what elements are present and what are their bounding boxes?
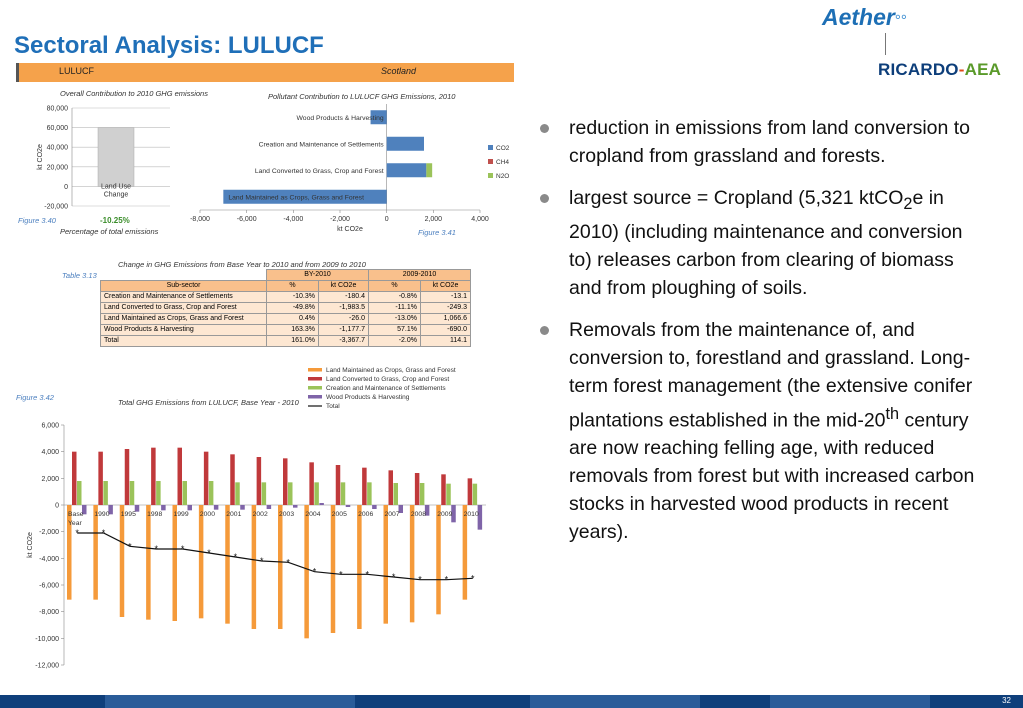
bullet-superscript: th <box>885 404 900 423</box>
bar <box>151 448 156 505</box>
bar <box>304 505 309 638</box>
table-column-header: % <box>267 281 319 292</box>
bar <box>230 454 235 505</box>
y-axis-label: kt CO2e <box>37 144 44 170</box>
category-label: 2008 <box>410 511 426 518</box>
y-tick-label: -6,000 <box>39 582 59 590</box>
x-tick-label: -8,000 <box>190 216 210 223</box>
table-row <box>101 314 471 325</box>
table-cell: Wood Products & Harvesting <box>101 325 267 336</box>
table-cell: -13.0% <box>369 314 421 325</box>
footer-segment <box>530 695 700 708</box>
footer-bar <box>0 695 1023 708</box>
bar <box>415 473 420 505</box>
legend-swatch <box>488 145 493 150</box>
bullet-item <box>540 114 980 170</box>
total-point: * <box>471 573 475 584</box>
bar <box>125 449 130 505</box>
total-point: * <box>444 574 449 585</box>
table-row <box>101 292 471 303</box>
table-cell: Land Converted to Grass, Crop and Forest <box>101 303 267 314</box>
bar <box>309 462 314 505</box>
category-label: 2010 <box>463 511 479 518</box>
category-label: 1990 <box>94 511 110 518</box>
table-row <box>101 303 471 314</box>
bar <box>262 482 267 505</box>
bar <box>267 505 272 509</box>
bar <box>130 481 135 505</box>
overall-contribution-chart <box>30 98 180 213</box>
bar <box>199 505 204 618</box>
total-point: * <box>286 557 290 568</box>
emissions-change-table <box>100 269 471 347</box>
x-tick-label: 4,000 <box>471 216 489 223</box>
bar <box>161 505 166 510</box>
bullet-item <box>540 316 980 547</box>
category-label: 1995 <box>120 511 136 518</box>
logo-dash-icon: - <box>958 60 965 79</box>
bullet-item <box>540 184 980 302</box>
bar <box>468 478 473 505</box>
category-label: Creation and Maintenance of Settlements <box>258 141 384 149</box>
legend-swatch <box>488 159 493 164</box>
bar <box>93 505 98 600</box>
category-label: 2007 <box>384 511 400 518</box>
bar <box>473 484 478 505</box>
bar <box>235 482 240 505</box>
bar <box>214 505 219 510</box>
bullet-text: reduction in emissions from land conversion to cropland from grassland and forests. <box>569 117 971 167</box>
table-cell: Creation and Maintenance of Settlements <box>101 292 267 303</box>
y-tick-label: 80,000 <box>46 105 68 113</box>
legend-swatch <box>308 377 322 381</box>
x-tick-label: -2,000 <box>330 216 350 223</box>
aether-logo-text: Aether <box>822 4 895 30</box>
figure-341-label: Figure 3.41 <box>418 228 456 237</box>
category-label: 2003 <box>279 511 295 518</box>
bar <box>188 505 193 510</box>
table-cell: Total <box>101 336 267 347</box>
section-header-bar <box>16 63 514 82</box>
y-tick-label: 2,000 <box>41 475 59 483</box>
category-label: 2009 <box>437 511 453 518</box>
table-cell: -3,367.7 <box>319 336 369 347</box>
total-point: * <box>128 541 132 552</box>
category-label: 2001 <box>226 511 242 518</box>
chart-a-title: Overall Contribution to 2010 GHG emissions <box>60 89 208 98</box>
bar <box>98 452 103 505</box>
y-tick-label: -10,000 <box>35 635 59 643</box>
bar <box>446 484 451 505</box>
table-cell: -0.8% <box>369 292 421 303</box>
category-label: 2000 <box>199 511 215 518</box>
table-cell: -180.4 <box>319 292 369 303</box>
bar <box>209 481 214 505</box>
y-tick-label: -20,000 <box>44 203 68 211</box>
table-cell: Land Maintained as Crops, Grass and Forest <box>101 314 267 325</box>
bar <box>441 474 446 505</box>
bar <box>183 481 188 505</box>
table-cell: 114.1 <box>421 336 471 347</box>
table-cell: -690.0 <box>421 325 471 336</box>
bar <box>178 448 183 505</box>
legend-swatch <box>488 173 493 178</box>
bullet-list <box>540 114 980 560</box>
legend-swatch <box>308 368 322 372</box>
footer-segment <box>105 695 355 708</box>
total-point: * <box>260 556 264 566</box>
y-axis-label: kt CO2e <box>27 532 34 558</box>
bullet-text: century are now reaching felling age, with reduced removals from forest but with increased carbon stocks in harvested wood products in recent years). <box>569 409 975 544</box>
bar <box>204 452 209 505</box>
bar <box>225 505 230 624</box>
y-tick-label: 0 <box>64 183 68 191</box>
x-tick-label: -4,000 <box>283 216 304 223</box>
chart-b-title: Pollutant Contribution to LULUCF GHG Emissions, 2010 <box>268 92 456 101</box>
category-label: Base <box>68 511 84 518</box>
bar <box>314 482 319 505</box>
ricardo-logo <box>878 60 1001 80</box>
category-label: 2005 <box>331 511 347 518</box>
bar <box>426 163 432 177</box>
bar <box>341 482 346 505</box>
bullet-text: e in 2010) (including maintenance and conversion to) releases carbon from clearing of biomass and from ploughing of soils. <box>569 187 963 299</box>
table-cell: -13.1 <box>421 292 471 303</box>
table-cell: -249.3 <box>421 303 471 314</box>
y-tick-label: 4,000 <box>41 449 59 457</box>
bar <box>420 483 425 505</box>
total-point: * <box>339 569 343 580</box>
percentage-value: -10.25% <box>100 216 130 225</box>
chart-c-title: Total GHG Emissions from LULUCF, Base Year - 2010 <box>118 398 299 407</box>
bar <box>120 505 125 617</box>
x-axis-label: kt CO2e <box>337 226 363 233</box>
legend-entry: Land Maintained as Crops, Grass and Forest <box>326 367 456 374</box>
category-label: 2004 <box>305 511 321 518</box>
y-tick-label: 60,000 <box>46 125 68 133</box>
bar <box>98 128 134 187</box>
total-point: * <box>180 544 185 554</box>
bullet-dot-icon <box>540 326 549 335</box>
slide-title: Sectoral Analysis: LULUCF <box>14 32 324 59</box>
table-cell: 57.1% <box>369 325 421 336</box>
bar <box>72 452 77 505</box>
page-number: 32 <box>1002 696 1011 705</box>
total-point: * <box>75 528 79 538</box>
y-tick-label: 20,000 <box>46 164 68 172</box>
table-blank-header <box>101 270 267 281</box>
table-313-label: Table 3.13 <box>62 271 97 280</box>
x-tick-label: -6,000 <box>236 216 257 223</box>
table-cell: -1,177.7 <box>319 325 369 336</box>
y-tick-label: -2,000 <box>39 529 59 537</box>
category-label: Wood Products & Harvesting <box>296 114 384 122</box>
ricardo-logo-text: RICARDO <box>878 60 959 79</box>
table-column-header: Sub-sector <box>101 281 267 292</box>
table-cell: -49.8% <box>267 303 319 314</box>
bullet-text: Removals from the maintenance of, and conversion to, forestland and grassland. Long-term forest management (the extensive conifer plantations established in the mid-20 <box>569 318 973 432</box>
category-label: Change <box>103 191 129 199</box>
bar <box>357 505 362 629</box>
bar <box>257 457 262 505</box>
bar <box>319 503 324 505</box>
logo-divider <box>885 33 886 55</box>
total-point: * <box>154 544 159 554</box>
total-point: * <box>312 566 317 577</box>
category-label: Year <box>68 520 82 527</box>
header-sector-label: LULUCF <box>59 66 95 76</box>
legend-swatch <box>308 386 322 390</box>
category-label: 2002 <box>252 511 268 518</box>
table-cell: 163.3% <box>267 325 319 336</box>
bar <box>278 505 283 629</box>
table-cell: 1,066.6 <box>421 314 471 325</box>
legend-entry: Creation and Maintenance of Settlements <box>326 385 446 392</box>
y-tick-label: 0 <box>55 502 59 510</box>
bar <box>372 505 377 509</box>
table-cell: 161.0% <box>267 336 319 347</box>
legend-entry: N2O <box>496 173 510 180</box>
bullet-text: largest source = Cropland (5,321 ktCO <box>569 187 904 209</box>
bar <box>240 505 245 510</box>
table-group-header: BY-2010 <box>267 270 369 281</box>
legend-swatch <box>308 395 322 399</box>
bullet-dot-icon <box>540 194 549 203</box>
bullet-subscript: 2 <box>903 194 913 213</box>
category-label: Land Maintained as Crops, Grass and Forest <box>228 194 364 202</box>
bar <box>367 482 372 505</box>
rings-icon: °° <box>894 12 907 29</box>
header-region-label: Scotland <box>381 66 417 76</box>
bar <box>103 481 108 505</box>
category-label: Land Converted to Grass, Crop and Forest <box>254 167 384 175</box>
table-cell: 0.4% <box>267 314 319 325</box>
pollutant-contribution-chart <box>186 98 516 236</box>
bar <box>252 505 257 629</box>
bar <box>283 458 288 505</box>
category-label: 1998 <box>147 511 163 518</box>
figure-342-label: Figure 3.42 <box>16 393 54 402</box>
bar <box>173 505 178 621</box>
y-tick-label: -12,000 <box>35 662 59 670</box>
y-tick-label: -8,000 <box>39 609 59 617</box>
bar <box>146 505 151 620</box>
legend-entry: Total <box>326 403 340 410</box>
bar <box>394 483 399 505</box>
total-point: * <box>207 548 211 558</box>
bar <box>156 481 161 505</box>
table-title: Change in GHG Emissions from Base Year to 2010 and from 2009 to 2010 <box>118 260 366 269</box>
category-label: Land Use <box>101 183 131 191</box>
table-cell: -2.0% <box>369 336 421 347</box>
category-label: 2006 <box>358 511 374 518</box>
legend-entry: CH4 <box>496 159 510 166</box>
bar <box>331 505 336 633</box>
total-point: * <box>418 574 422 585</box>
total-point: * <box>233 552 238 562</box>
bar <box>293 505 298 508</box>
bar <box>389 470 394 505</box>
total-point: * <box>365 569 370 580</box>
total-point: * <box>101 528 106 538</box>
legend-entry: Wood Products & Harvesting <box>326 394 410 401</box>
legend-entry: Land Converted to Grass, Crop and Forest <box>326 376 450 383</box>
bar <box>288 482 293 505</box>
x-tick-label: 2,000 <box>424 216 443 223</box>
y-tick-label: -4,000 <box>39 555 59 563</box>
percentage-label: Percentage of total emissions <box>60 227 159 236</box>
footer-segment <box>770 695 930 708</box>
table-column-header: kt CO2e <box>421 281 471 292</box>
bar <box>410 505 415 622</box>
table-cell: -10.3% <box>267 292 319 303</box>
table-cell: -11.1% <box>369 303 421 314</box>
category-label: 1999 <box>173 511 189 518</box>
aether-logo <box>822 4 907 31</box>
figure-340-label: Figure 3.40 <box>18 216 56 225</box>
y-tick-label: 40,000 <box>46 144 68 152</box>
bar <box>436 505 441 614</box>
table-group-header: 2009-2010 <box>369 270 471 281</box>
table-cell: -26.0 <box>319 314 369 325</box>
bar <box>384 505 389 624</box>
bar <box>77 481 82 505</box>
bar <box>387 137 424 151</box>
y-tick-label: 6,000 <box>41 422 59 430</box>
bar <box>346 505 351 507</box>
table-row <box>101 325 471 336</box>
table-row <box>101 336 471 347</box>
x-tick-label: 0 <box>384 216 389 223</box>
bar <box>362 468 367 505</box>
table-column-header: % <box>369 281 421 292</box>
table-column-header: kt CO2e <box>319 281 369 292</box>
aea-logo-text: AEA <box>964 60 1002 79</box>
bar <box>463 505 468 600</box>
legend-entry: CO2 <box>496 145 510 152</box>
bullet-dot-icon <box>540 124 549 133</box>
total-ghg-emissions-chart <box>14 364 494 674</box>
total-point: * <box>391 572 396 582</box>
table-cell: -1,983.5 <box>319 303 369 314</box>
bar <box>387 163 427 177</box>
bar <box>336 465 341 505</box>
